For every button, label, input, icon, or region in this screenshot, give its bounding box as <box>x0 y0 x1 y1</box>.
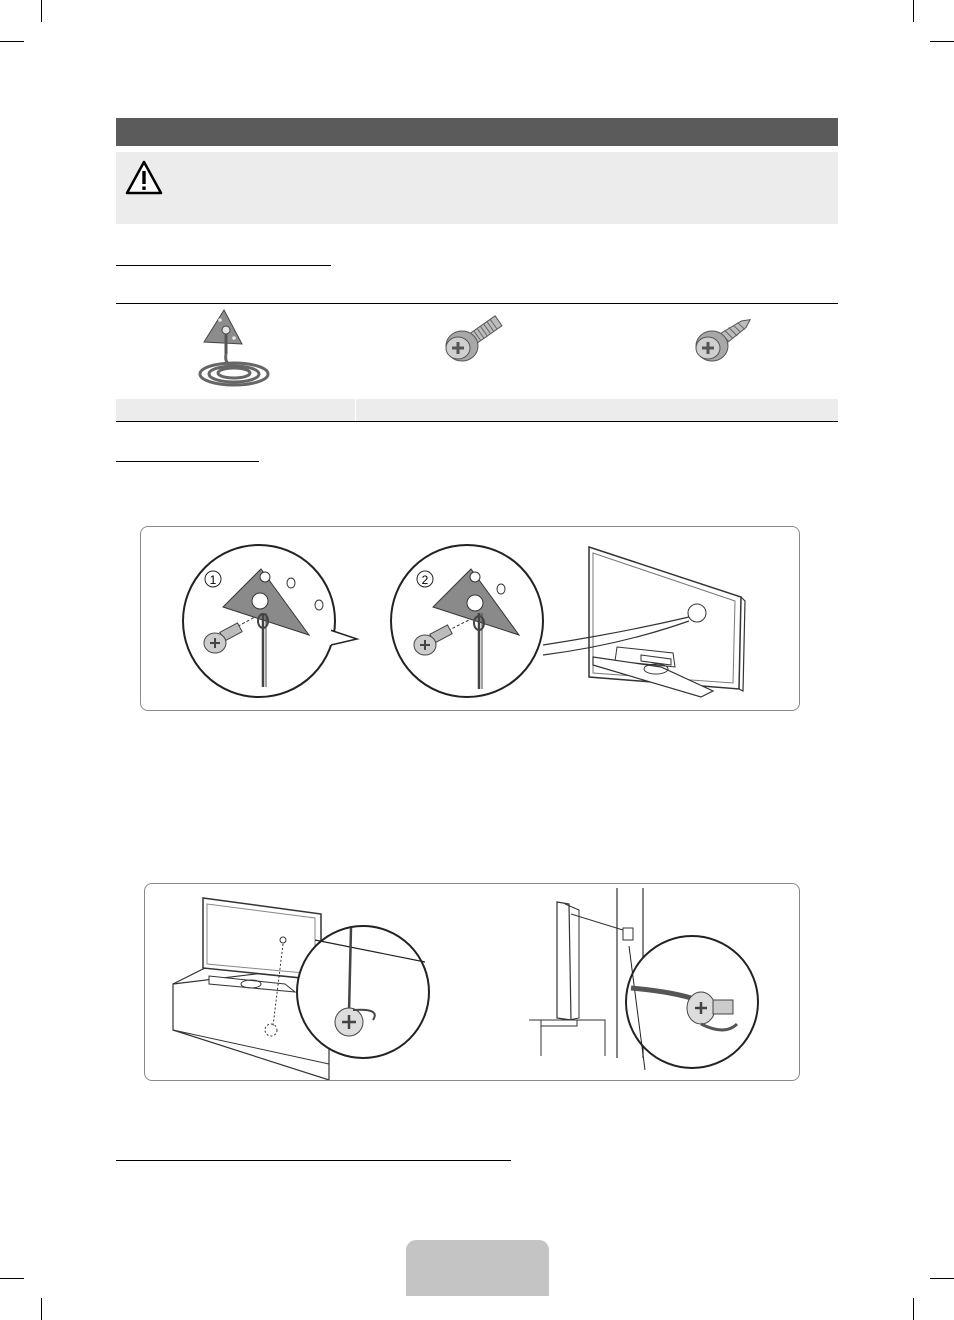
installation-heading-underline <box>116 461 259 462</box>
crop-mark <box>930 41 954 42</box>
components-heading-underline <box>116 265 331 266</box>
figure-holder-kit-installation <box>140 526 800 711</box>
crop-mark <box>913 1298 914 1320</box>
crop-mark <box>930 1278 954 1279</box>
figure-wall-anchoring <box>144 883 800 1081</box>
bolt-icon <box>440 310 508 366</box>
precautions-heading-underline <box>116 1160 511 1161</box>
page-number-tab <box>406 1240 549 1296</box>
step-two-label: 2 <box>421 573 429 587</box>
crop-mark <box>41 1298 42 1320</box>
crop-mark <box>913 0 914 22</box>
holder-kit-icon <box>190 308 290 390</box>
wood-screw-icon <box>690 310 758 366</box>
crop-mark <box>41 0 42 22</box>
parts-label-row <box>116 399 838 421</box>
column-separator <box>355 399 356 421</box>
table-bottom-rule <box>116 421 838 422</box>
step-one-label: 1 <box>209 573 217 587</box>
crop-mark <box>0 1278 24 1279</box>
section-title-bar <box>116 118 838 146</box>
caution-box <box>116 152 838 224</box>
crop-mark <box>0 41 24 42</box>
caution-triangle-icon <box>124 158 164 198</box>
table-top-rule <box>116 303 838 304</box>
